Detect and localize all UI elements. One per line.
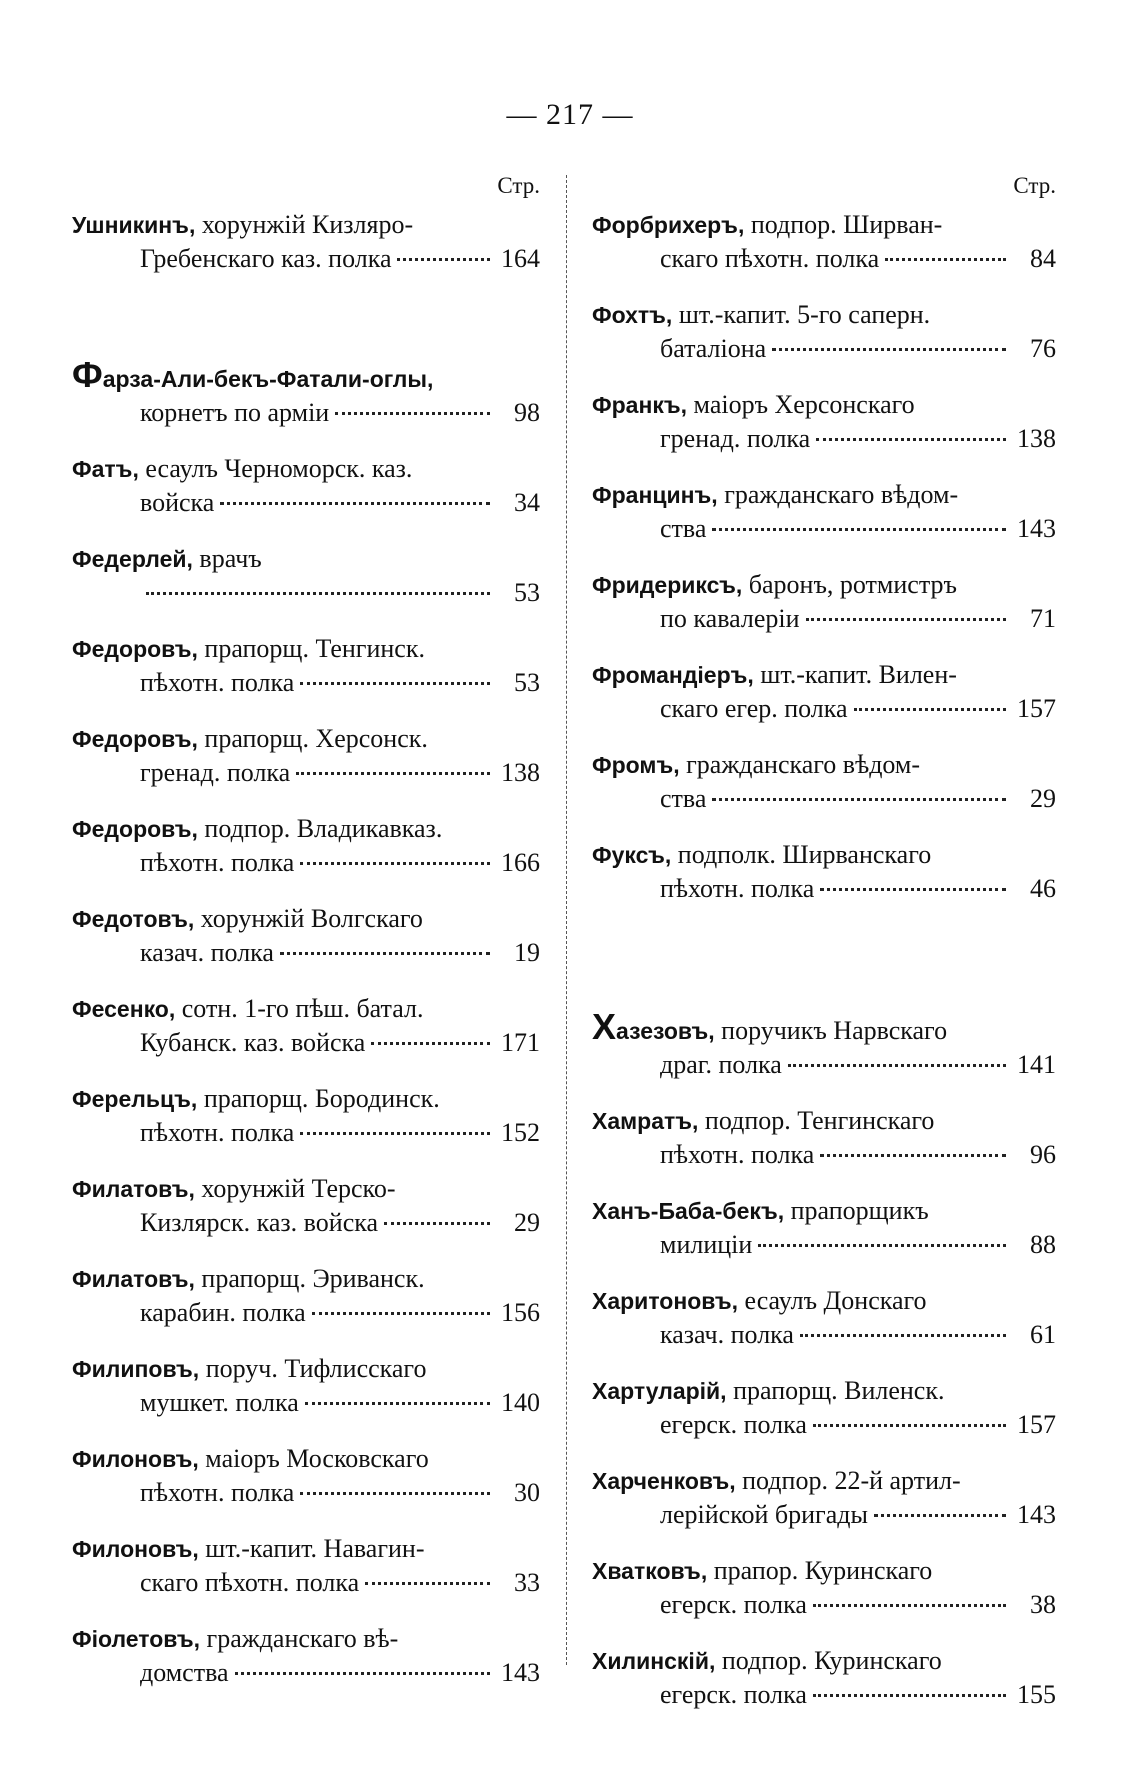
entry-description: шт.-капит. 5-го саперн. [672,300,931,329]
entry-surname: Фромандіеръ, [592,662,754,688]
entry-page-number: 152 [501,1118,540,1147]
index-entry [592,1460,1056,1531]
entry-surname: арза-Али-бекъ-Фатали-оглы, [102,366,434,392]
page-column-header: Стр. [497,173,540,198]
entry-surname: азезовъ, [616,1018,715,1044]
index-entry [72,538,540,609]
index-entry [72,628,540,699]
entry-first-line [592,834,1056,872]
entry-description-continued: милиціи [660,1230,753,1259]
entry-second-line [592,1318,1056,1351]
dot-leader [758,1244,1006,1247]
index-entry [592,1370,1056,1441]
dot-leader [397,258,490,261]
entry-description-continued: баталіона [660,334,767,363]
entry-description: шт.-капит. Вилен- [753,660,957,689]
entry-description: подпор. Владикавказ. [197,814,443,843]
index-entry [72,1078,540,1149]
entry-surname: Хилинскій, [592,1648,716,1674]
entry-description: хорунжій Терско- [194,1174,396,1203]
dot-leader [820,888,1006,891]
entry-description: подпор. Тенгинскаго [698,1106,935,1135]
entry-second-line [592,1678,1056,1711]
section-initial-letter: Ф [72,358,103,395]
dot-leader [820,1154,1006,1157]
entry-second-line [592,242,1056,275]
entry-first-line [72,1618,540,1656]
entry-description: баронъ, ротмистръ [742,570,957,599]
entry-first-line [72,358,540,396]
entry-surname: Филатовъ, [72,1266,195,1292]
entry-second-line [592,782,1056,815]
entry-description: гражданскаго вѣ- [200,1624,399,1653]
entry-description: гражданскаго вѣдом- [717,480,959,509]
dot-leader [885,258,1006,261]
dot-leader [280,952,490,955]
entry-description-continued: гренад. полка [660,424,811,453]
entry-description-continued: пѣхотн. полка [140,668,295,697]
entry-page-number: 29 [514,1208,540,1237]
dot-leader [300,682,490,685]
entry-page-number: 53 [514,578,540,607]
entry-description-continued: скаго пѣхотн. полка [140,1568,360,1597]
entry-surname: Ферельцъ, [72,1086,198,1112]
entry-description: прапорщ. Херсонск. [197,724,428,753]
entry-description-continued: Кизлярск. каз. войска [140,1208,379,1237]
entry-first-line [592,1550,1056,1588]
entry-second-line [72,1296,540,1329]
entry-surname: Федоровъ, [72,636,198,662]
entry-page-number: 156 [501,1298,540,1327]
entry-description-continued: Кубанск. каз. войска [140,1028,366,1057]
index-entry [72,1258,540,1329]
entry-first-line [592,474,1056,512]
entry-surname: Филатовъ, [72,1176,195,1202]
entry-surname: Фіолетовъ, [72,1626,201,1652]
entry-description-continued: ства [660,514,707,543]
entry-page-number: 71 [1030,604,1056,633]
entry-description: прапорщ. Виленск. [726,1376,945,1405]
index-entry [72,358,540,429]
entry-second-line [72,1566,540,1599]
dot-leader [712,798,1006,801]
entry-surname: Ушникинъ, [72,212,196,238]
dot-leader [365,1582,490,1585]
entry-first-line [592,1370,1056,1408]
entry-first-line [72,1348,540,1386]
entry-description-continued: казач. полка [660,1320,794,1349]
index-entry [592,1190,1056,1261]
entry-second-line [592,1498,1056,1531]
entry-second-line [592,692,1056,725]
entry-page-number: 96 [1030,1140,1056,1169]
entry-page-number: 171 [501,1028,540,1057]
index-entry [592,294,1056,365]
entry-surname: Филоновъ, [72,1446,199,1472]
entry-surname: Франкъ, [592,392,688,418]
entry-second-line [72,1206,540,1239]
entry-description: прапорщ. Эриванск. [194,1264,425,1293]
index-entry [592,744,1056,815]
index-entry [72,1438,540,1509]
dot-leader [305,1402,490,1405]
dot-leader [813,1604,1006,1607]
entry-surname: Форбрихеръ, [592,212,745,238]
entry-description-continued: войска [140,488,215,517]
index-entry [592,1010,1056,1081]
entry-description-continued: мушкет. полка [140,1388,299,1417]
entry-surname: Хватковъ, [592,1558,708,1584]
entry-surname: Филиповъ, [72,1356,200,1382]
entry-second-line [72,242,540,275]
entry-surname: Хартуларій, [592,1378,727,1404]
index-entry [592,564,1056,635]
entry-surname: Францинъ, [592,482,718,508]
entry-description-continued: корнетъ по арміи [140,398,330,427]
entry-surname: Филоновъ, [72,1536,199,1562]
entry-page-number: 30 [514,1478,540,1507]
entry-page-number: 143 [1017,514,1056,543]
entry-first-line [592,294,1056,332]
entry-description: хорунжій Волгскаго [194,904,423,933]
entry-description: маіоръ Херсонскаго [687,390,915,419]
entry-second-line [72,1476,540,1509]
entry-second-line [72,396,540,429]
entry-description: подпор. 22-й артил- [735,1466,961,1495]
entry-first-line [592,1280,1056,1318]
entry-page-number: 155 [1017,1680,1056,1709]
entry-list [72,204,540,1689]
entry-first-line [592,1460,1056,1498]
entry-page-number: 143 [1017,1500,1056,1529]
index-entry [592,1550,1056,1621]
dot-leader [296,772,490,775]
entry-description-continued: пѣхотн. полка [140,848,295,877]
entry-page-number: 29 [1030,784,1056,813]
dot-leader [300,1132,490,1135]
dot-leader [712,528,1006,531]
entry-second-line [72,486,540,519]
entry-page-number: 141 [1017,1050,1056,1079]
index-entry [592,1640,1056,1711]
entry-second-line [592,872,1056,905]
entry-second-line [72,576,540,609]
index-entry [72,808,540,879]
dot-leader [816,438,1006,441]
entry-page-number: 138 [1017,424,1056,453]
entry-second-line [72,936,540,969]
dot-leader [300,1492,490,1495]
entry-description-continued: гренад. полка [140,758,291,787]
entry-description-continued: егерск. полка [660,1590,807,1619]
entry-second-line [72,1116,540,1149]
column-divider [566,175,567,1665]
entry-surname: Харченковъ, [592,1468,736,1494]
entry-page-number: 34 [514,488,540,517]
entry-first-line [72,1078,540,1116]
entry-description: гражданскаго вѣдом- [679,750,921,779]
entry-page-number: 76 [1030,334,1056,363]
entry-description-continued: ства [660,784,707,813]
entry-second-line [72,666,540,699]
entry-page-number: 46 [1030,874,1056,903]
left-column [72,168,540,1708]
entry-second-line [72,1656,540,1689]
entry-description: хорунжій Кизляро- [195,210,414,239]
index-entry [72,1528,540,1599]
entry-description-continued: егерск. полка [660,1680,807,1709]
entry-first-line [72,988,540,1026]
entry-description: врачъ [192,544,262,573]
entry-description: подпор. Ширван- [744,210,943,239]
entry-surname: Ханъ-Баба-бекъ, [592,1198,785,1224]
entry-description: поручикъ Нарвскаго [714,1016,948,1045]
dot-leader [335,412,490,415]
index-entry [72,448,540,519]
entry-first-line [592,1010,1056,1048]
entry-surname: Фатъ, [72,456,139,482]
entry-surname: Федоровъ, [72,816,198,842]
entry-description-continued: карабин. полка [140,1298,306,1327]
entry-first-line [592,1100,1056,1138]
dot-leader [813,1694,1006,1697]
entry-second-line [592,422,1056,455]
dot-leader [800,1334,1006,1337]
entry-first-line [72,1168,540,1206]
entry-first-line [72,1258,540,1296]
entry-first-line [592,744,1056,782]
entry-description-continued: по кавалеріи [660,604,800,633]
entry-page-number: 164 [501,244,540,273]
entry-list [592,204,1056,1711]
entry-page-number: 138 [501,758,540,787]
entry-second-line [592,1138,1056,1171]
entry-surname: Фуксъ, [592,842,672,868]
entry-second-line [592,1048,1056,1081]
index-entry [72,898,540,969]
entry-second-line [72,756,540,789]
entry-first-line [72,448,540,486]
entry-description: прапор. Куринскаго [707,1556,933,1585]
entry-description: прапорщикъ [784,1196,929,1225]
entry-second-line [72,1386,540,1419]
index-entry [592,1280,1056,1351]
entry-page-number: 19 [514,938,540,967]
entry-surname: Хамратъ, [592,1108,699,1134]
entry-surname: Фромъ, [592,752,680,778]
dot-leader [312,1312,490,1315]
section-initial-letter: Х [592,1010,617,1047]
page-column-header: Стр. [1013,173,1056,198]
index-entry [592,654,1056,725]
entry-page-number: 88 [1030,1230,1056,1259]
dot-leader [384,1222,490,1225]
entry-page-number: 33 [514,1568,540,1597]
entry-description: есаулъ Донскаго [738,1286,927,1315]
index-entry [72,1618,540,1689]
index-entry [592,834,1056,905]
entry-page-number: 84 [1030,244,1056,273]
entry-description-continued: Гребенскаго каз. полка [140,244,392,273]
entry-description-continued: драг. полка [660,1050,782,1079]
dot-leader [854,708,1006,711]
dot-leader [300,862,490,865]
entry-first-line [72,1438,540,1476]
entry-surname: Фесенко, [72,996,176,1022]
index-entry [72,988,540,1059]
dot-leader [874,1514,1006,1517]
entry-description-continued: пѣхотн. полка [140,1118,295,1147]
index-entry [592,384,1056,455]
entry-first-line [592,1640,1056,1678]
entry-first-line [72,538,540,576]
entry-first-line [72,898,540,936]
entry-description: прапорщ. Бородинск. [197,1084,440,1113]
entry-second-line [592,512,1056,545]
index-entry [72,1168,540,1239]
entry-first-line [592,1190,1056,1228]
entry-page-number: 38 [1030,1590,1056,1619]
entry-description: прапорщ. Тенгинск. [197,634,425,663]
entry-description-continued: казач. полка [140,938,274,967]
entry-description-continued: егерск. полка [660,1410,807,1439]
entry-description: есаулъ Черноморск. каз. [138,454,413,483]
entry-second-line [592,1588,1056,1621]
entry-description-continued: пѣхотн. полка [140,1478,295,1507]
entry-page-number: 53 [514,668,540,697]
entry-surname: Фохтъ, [592,302,673,328]
entry-first-line [72,808,540,846]
dot-leader [772,348,1006,351]
letter-section-gap [592,924,1056,1010]
dot-leader [788,1064,1006,1067]
entry-first-line [592,564,1056,602]
index-entry [72,204,540,275]
entry-first-line [592,384,1056,422]
dot-leader [220,502,490,505]
entry-first-line [72,628,540,666]
entry-first-line [72,204,540,242]
entry-surname: Фридериксъ, [592,572,743,598]
entry-second-line [72,1026,540,1059]
dot-leader [806,618,1006,621]
index-entry [592,204,1056,275]
dot-leader [235,1672,490,1675]
dot-leader [813,1424,1006,1427]
index-entry [592,474,1056,545]
entry-description: подполк. Ширванскаго [671,840,932,869]
dot-leader [146,592,490,595]
entry-second-line [592,1228,1056,1261]
index-entry [72,1348,540,1419]
entry-second-line [592,602,1056,635]
index-entry [72,718,540,789]
entry-description-continued: лерійской бригады [660,1500,868,1529]
entry-page-number: 140 [501,1388,540,1417]
entry-first-line [592,654,1056,692]
page-number: — 217 — [506,98,634,131]
letter-section-gap [72,294,540,358]
entry-description-continued: пѣхотн. полка [660,874,815,903]
entry-second-line [592,1408,1056,1441]
entry-description: маіоръ Московскаго [198,1444,429,1473]
entry-first-line [72,1528,540,1566]
entry-description-continued: скаго егер. полка [660,694,848,723]
entry-description: шт.-капит. Навагин- [198,1534,425,1563]
entry-page-number: 157 [1017,694,1056,723]
entry-description-continued: пѣхотн. полка [660,1140,815,1169]
entry-description-continued: домства [140,1658,229,1687]
entry-page-number: 166 [501,848,540,877]
entry-page-number: 157 [1017,1410,1056,1439]
entry-description: подпор. Куринскаго [715,1646,942,1675]
entry-surname: Харитоновъ, [592,1288,738,1314]
entry-second-line [72,846,540,879]
entry-page-number: 98 [514,398,540,427]
entry-first-line [72,718,540,756]
entry-surname: Федерлей, [72,546,193,572]
entry-description: сотн. 1-го пѣш. батал. [175,994,424,1023]
entry-second-line [592,332,1056,365]
right-column [592,168,1056,1730]
entry-page-number: 61 [1030,1320,1056,1349]
entry-surname: Федотовъ, [72,906,195,932]
entry-surname: Федоровъ, [72,726,198,752]
entry-first-line [592,204,1056,242]
index-entry [592,1100,1056,1171]
entry-description: поруч. Тифлисскаго [199,1354,427,1383]
entry-page-number: 143 [501,1658,540,1687]
entry-description-continued: скаго пѣхотн. полка [660,244,880,273]
dot-leader [371,1042,490,1045]
